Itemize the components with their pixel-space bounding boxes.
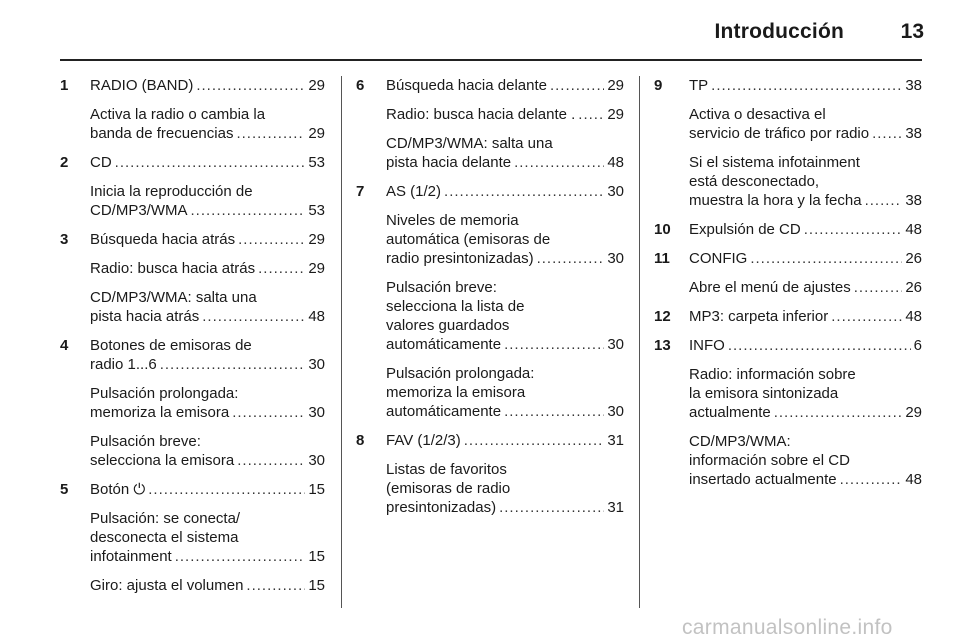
entry-label: MP3: carpeta inferior bbox=[689, 308, 829, 325]
entry-label: INFO bbox=[689, 337, 725, 354]
entry-subitem bbox=[60, 432, 325, 470]
subitem-line bbox=[654, 191, 922, 210]
entry-label: CD bbox=[90, 154, 112, 171]
column-middle bbox=[356, 76, 624, 527]
entry-line bbox=[60, 76, 325, 95]
toc-entry bbox=[654, 220, 922, 239]
entry-line bbox=[654, 220, 922, 239]
subitem-line bbox=[60, 403, 325, 422]
entry-label: CONFIG bbox=[689, 250, 748, 267]
subitem-text: Activa la radio o cambia la bbox=[90, 106, 266, 123]
subitem-text: la emisora sintonizada bbox=[689, 385, 839, 402]
entry-number: 5 bbox=[60, 481, 69, 498]
dot-leader bbox=[711, 76, 902, 95]
dot-leader bbox=[840, 470, 903, 489]
subitem-text: Pulsación breve: bbox=[90, 433, 201, 450]
entry-page: 48 bbox=[905, 221, 922, 238]
subitem-line bbox=[60, 576, 325, 595]
column-right bbox=[654, 76, 922, 499]
entry-page: 38 bbox=[905, 77, 922, 94]
entry-page: 29 bbox=[308, 231, 325, 248]
entry-line bbox=[356, 431, 624, 450]
subitem-page: 29 bbox=[308, 260, 325, 277]
entry-number: 10 bbox=[654, 221, 671, 238]
subitem-text: pista hacia delante bbox=[386, 154, 512, 171]
subitem-text: información sobre el CD bbox=[689, 452, 850, 469]
subitem-page: 29 bbox=[905, 404, 922, 421]
dot-leader bbox=[258, 259, 305, 278]
entry-number: 13 bbox=[654, 337, 671, 354]
subitem-text: Giro: ajusta el volumen bbox=[90, 577, 244, 594]
dot-leader bbox=[872, 124, 902, 143]
dot-leader bbox=[578, 105, 604, 124]
header-rule bbox=[60, 59, 922, 61]
subitem-text: Inicia la reproducción de bbox=[90, 183, 253, 200]
subitem-page: 29 bbox=[308, 125, 325, 142]
entry-label: Búsqueda hacia delante bbox=[386, 77, 547, 94]
subitem-text: muestra la hora y la fecha bbox=[689, 192, 862, 209]
dot-leader bbox=[504, 402, 604, 421]
dot-leader bbox=[160, 355, 306, 374]
subitem-text: automáticamente bbox=[386, 403, 502, 420]
subitem-text: Radio: busca hacia atrás bbox=[90, 260, 256, 277]
toc-entry bbox=[356, 182, 624, 421]
subitem-line bbox=[356, 153, 624, 172]
subitem-page: 53 bbox=[308, 202, 325, 219]
entry-subitem bbox=[356, 460, 624, 517]
entry-label: FAV (1/2/3) bbox=[386, 432, 461, 449]
watermark: carmanualsonline.info bbox=[682, 616, 893, 639]
entry-subitem bbox=[654, 365, 922, 422]
dot-leader bbox=[499, 498, 604, 517]
entry-subitem bbox=[356, 278, 624, 354]
toc-entry bbox=[60, 336, 325, 470]
subitem-text: Radio: información sobre bbox=[689, 366, 856, 383]
entry-number: 12 bbox=[654, 308, 671, 325]
subitem-text: Pulsación prolongada: bbox=[386, 365, 535, 382]
subitem-text: CD/MP3/WMA: bbox=[689, 433, 791, 450]
toc-entry bbox=[356, 76, 624, 172]
subitem-page: 29 bbox=[607, 106, 624, 123]
dot-leader bbox=[148, 480, 305, 499]
dot-leader bbox=[196, 76, 305, 95]
dot-leader bbox=[246, 576, 305, 595]
entry-line bbox=[60, 230, 325, 249]
entry-number: 3 bbox=[60, 231, 69, 248]
column-divider bbox=[341, 76, 342, 608]
dot-leader bbox=[175, 547, 306, 566]
subitem-line bbox=[60, 307, 325, 326]
dot-leader bbox=[236, 124, 305, 143]
subitem-text: selecciona la lista de bbox=[386, 298, 525, 315]
subitem-text: pista hacia atrás bbox=[90, 308, 200, 325]
subitem-page: 30 bbox=[308, 404, 325, 421]
subitem-text: Activa o desactiva el bbox=[689, 106, 826, 123]
entry-number: 11 bbox=[654, 250, 670, 267]
subitem-text: servicio de tráfico por radio bbox=[689, 125, 870, 142]
entry-subitem bbox=[356, 105, 624, 124]
subitem-text: Listas de favoritos bbox=[386, 461, 507, 478]
subitem-text: Pulsación breve: bbox=[386, 279, 497, 296]
entry-number: 1 bbox=[60, 77, 69, 94]
subitem-page: 31 bbox=[607, 499, 624, 516]
entry-page: 30 bbox=[308, 356, 325, 373]
entry-subitem bbox=[356, 134, 624, 172]
entry-page: 15 bbox=[308, 481, 325, 498]
subitem-line bbox=[356, 105, 624, 124]
entry-subitem bbox=[60, 509, 325, 566]
subitem-line bbox=[356, 249, 624, 268]
entry-line bbox=[654, 307, 922, 326]
subitem-text: automáticamente bbox=[386, 336, 502, 353]
entry-subitem bbox=[654, 153, 922, 210]
entry-label: AS (1/2) bbox=[386, 183, 442, 200]
subitem-text: CD/MP3/WMA bbox=[90, 202, 188, 219]
entry-subitem bbox=[60, 288, 325, 326]
subitem-page: 30 bbox=[308, 452, 325, 469]
entry-line bbox=[60, 355, 325, 374]
toc-entry bbox=[60, 153, 325, 220]
entry-subitem bbox=[654, 105, 922, 143]
entry-label: Botones de emisoras de bbox=[90, 337, 252, 354]
subitem-text: Pulsación: se conecta/ bbox=[90, 510, 241, 527]
subitem-line bbox=[356, 402, 624, 421]
page-title: Introducción bbox=[714, 20, 844, 43]
entry-label: radio 1...6 bbox=[90, 356, 157, 373]
entry-subitem bbox=[60, 182, 325, 220]
entry-subitem bbox=[60, 576, 325, 595]
entry-number: 2 bbox=[60, 154, 69, 171]
entry-page: 48 bbox=[905, 308, 922, 325]
entry-subitem bbox=[654, 278, 922, 297]
entry-line bbox=[654, 249, 922, 268]
subitem-text: memoriza la emisora bbox=[386, 384, 526, 401]
subitem-line bbox=[654, 124, 922, 143]
subitem-text: valores guardados bbox=[386, 317, 510, 334]
entry-line bbox=[356, 182, 624, 201]
subitem-line bbox=[60, 547, 325, 566]
entry-line bbox=[60, 480, 325, 499]
dot-leader bbox=[750, 249, 902, 268]
page-number: 13 bbox=[900, 20, 924, 43]
dot-leader bbox=[191, 201, 306, 220]
dot-leader bbox=[237, 451, 305, 470]
subitem-line bbox=[60, 451, 325, 470]
entry-page: 31 bbox=[607, 432, 624, 449]
toc-entry bbox=[60, 76, 325, 143]
subitem-text: Radio: busca hacia delante . bbox=[386, 106, 576, 123]
subitem-text: automática (emisoras de bbox=[386, 231, 551, 248]
subitem-text: Abre el menú de ajustes bbox=[689, 279, 851, 296]
subitem-page: 15 bbox=[308, 548, 325, 565]
entry-line bbox=[654, 76, 922, 95]
dot-leader bbox=[831, 307, 902, 326]
toc-entry bbox=[654, 249, 922, 297]
entry-line bbox=[356, 76, 624, 95]
entry-page: 26 bbox=[905, 250, 922, 267]
entry-page: 29 bbox=[308, 77, 325, 94]
subitem-text: CD/MP3/WMA: salta una bbox=[90, 289, 257, 306]
dot-leader bbox=[550, 76, 604, 95]
entry-subitem bbox=[60, 259, 325, 278]
subitem-text: presintonizadas) bbox=[386, 499, 497, 516]
dot-leader bbox=[238, 230, 305, 249]
entry-subitem bbox=[356, 364, 624, 421]
subitem-text: actualmente bbox=[689, 404, 771, 421]
subitem-text: está desconectado, bbox=[689, 173, 820, 190]
dot-leader bbox=[728, 336, 911, 355]
toc-entry bbox=[356, 431, 624, 517]
entry-subitem bbox=[60, 105, 325, 143]
subitem-line bbox=[654, 278, 922, 297]
entry-number: 8 bbox=[356, 432, 365, 449]
dot-leader bbox=[202, 307, 305, 326]
dot-leader bbox=[504, 335, 604, 354]
entry-number: 4 bbox=[60, 337, 69, 354]
subitem-page: 30 bbox=[607, 403, 624, 420]
subitem-text: Niveles de memoria bbox=[386, 212, 519, 229]
subitem-text: Si el sistema infotainment bbox=[689, 154, 860, 171]
entry-number: 9 bbox=[654, 77, 663, 94]
subitem-text: desconecta el sistema bbox=[90, 529, 239, 546]
subitem-page: 38 bbox=[905, 125, 922, 142]
subitem-text: radio presintonizadas) bbox=[386, 250, 534, 267]
subitem-page: 30 bbox=[607, 250, 624, 267]
subitem-page: 26 bbox=[905, 279, 922, 296]
subitem-line bbox=[356, 498, 624, 517]
entry-number: 6 bbox=[356, 77, 365, 94]
dot-leader bbox=[514, 153, 604, 172]
toc-entry bbox=[654, 307, 922, 326]
toc-entry bbox=[654, 76, 922, 210]
dot-leader bbox=[115, 153, 306, 172]
entry-subitem bbox=[60, 384, 325, 422]
subitem-page: 48 bbox=[607, 154, 624, 171]
subitem-page: 48 bbox=[308, 308, 325, 325]
subitem-text: (emisoras de radio bbox=[386, 480, 511, 497]
subitem-text: selecciona la emisora bbox=[90, 452, 235, 469]
dot-leader bbox=[232, 403, 305, 422]
column-left bbox=[60, 76, 325, 605]
subitem-page: 30 bbox=[607, 336, 624, 353]
subitem-text: memoriza la emisora bbox=[90, 404, 230, 421]
dot-leader bbox=[865, 191, 903, 210]
subitem-line bbox=[654, 470, 922, 489]
entry-page: 30 bbox=[607, 183, 624, 200]
entry-label: Expulsión de CD bbox=[689, 221, 801, 238]
entry-line bbox=[654, 336, 922, 355]
subitem-line bbox=[60, 259, 325, 278]
entry-page: 6 bbox=[913, 337, 922, 354]
entry-line bbox=[60, 336, 325, 355]
subitem-page: 15 bbox=[308, 577, 325, 594]
entry-label: Búsqueda hacia atrás bbox=[90, 231, 236, 248]
subitem-line bbox=[356, 335, 624, 354]
toc-entry bbox=[60, 230, 325, 326]
dot-leader bbox=[444, 182, 604, 201]
toc-entry bbox=[60, 480, 325, 595]
toc-entry bbox=[654, 336, 922, 489]
entry-page: 53 bbox=[308, 154, 325, 171]
entry-label: TP bbox=[689, 77, 709, 94]
subitem-page: 48 bbox=[905, 471, 922, 488]
subitem-text: Pulsación prolongada: bbox=[90, 385, 239, 402]
entry-line bbox=[60, 153, 325, 172]
subitem-text: CD/MP3/WMA: salta una bbox=[386, 135, 553, 152]
column-divider bbox=[639, 76, 640, 608]
entry-subitem bbox=[356, 211, 624, 268]
dot-leader bbox=[854, 278, 903, 297]
subitem-page: 38 bbox=[905, 192, 922, 209]
dot-leader bbox=[804, 220, 903, 239]
entry-subitem bbox=[654, 432, 922, 489]
subitem-text: banda de frecuencias bbox=[90, 125, 234, 142]
entry-label: Botón ⏻ bbox=[90, 481, 146, 498]
entry-page: 29 bbox=[607, 77, 624, 94]
subitem-line bbox=[60, 124, 325, 143]
dot-leader bbox=[464, 431, 605, 450]
entry-label: RADIO (BAND) bbox=[90, 77, 194, 94]
subitem-line bbox=[654, 403, 922, 422]
subitem-text: insertado actualmente bbox=[689, 471, 837, 488]
dot-leader bbox=[774, 403, 903, 422]
dot-leader bbox=[537, 249, 605, 268]
subitem-line bbox=[60, 201, 325, 220]
entry-number: 7 bbox=[356, 183, 365, 200]
subitem-text: infotainment bbox=[90, 548, 172, 565]
